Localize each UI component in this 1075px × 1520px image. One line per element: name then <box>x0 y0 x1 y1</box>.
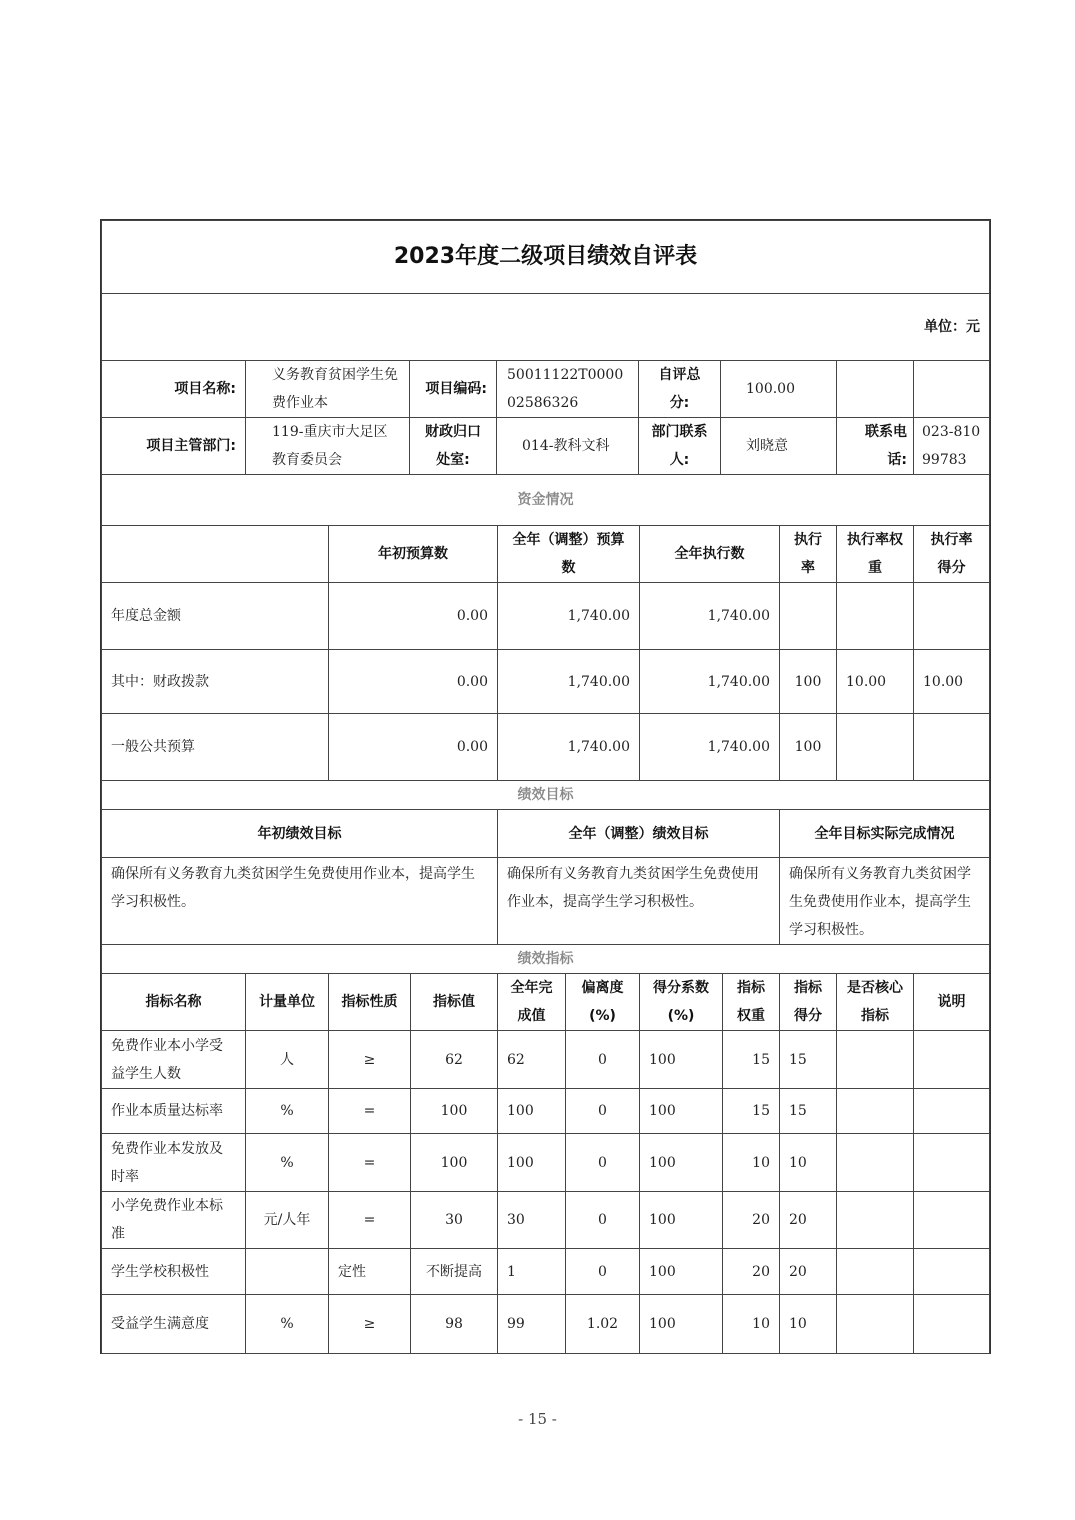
ind-row-score: 15 <box>779 1030 837 1089</box>
ind-row-target: 30 <box>410 1191 498 1249</box>
funds-row-executed: 1,740.00 <box>639 713 780 781</box>
ind-row-target: 100 <box>410 1133 498 1192</box>
funds-row-executed: 1,740.00 <box>639 649 780 714</box>
ind-header-score: 指标得分 <box>779 973 837 1031</box>
ind-row-deviation: 0 <box>565 1030 640 1089</box>
phone-value: 023-81099783 <box>913 417 990 475</box>
ind-row-target: 不断提高 <box>410 1248 498 1295</box>
ind-row-coef: 100 <box>639 1248 723 1295</box>
contact-value: 刘晓意 <box>720 417 837 475</box>
dept-label: 项目主管部门: <box>101 417 246 475</box>
funds-section-title: 资金情况 <box>101 474 990 526</box>
ind-row-weight: 10 <box>722 1294 780 1354</box>
form-title: 2023年度二级项目绩效自评表 <box>101 220 990 294</box>
funds-row-weight <box>836 582 914 650</box>
goals-header-actual: 全年目标实际完成情况 <box>779 809 990 858</box>
ind-row-coef: 100 <box>639 1191 723 1249</box>
empty-cell <box>913 360 990 418</box>
contact-label: 部门联系人: <box>638 417 721 475</box>
funds-header-score: 执行率得分 <box>913 525 990 583</box>
ind-row-deviation: 0 <box>565 1088 640 1134</box>
ind-row-note <box>913 1191 990 1249</box>
funds-row-name: 其中：财政拨款 <box>101 649 329 714</box>
project-name-label: 项目名称: <box>101 360 246 418</box>
ind-row-name: 受益学生满意度 <box>101 1294 246 1354</box>
ind-row-score: 10 <box>779 1133 837 1192</box>
ind-row-unit: 人 <box>245 1030 329 1089</box>
ind-row-unit: % <box>245 1294 329 1354</box>
project-name-value: 义务教育贫困学生免费作业本 <box>245 360 410 418</box>
evaluation-form <box>100 219 991 1354</box>
ind-row-note <box>913 1294 990 1354</box>
ind-row-coef: 100 <box>639 1133 723 1192</box>
funds-row-score: 10.00 <box>913 649 990 714</box>
indicators-section-title: 绩效指标 <box>101 944 990 974</box>
ind-row-name: 免费作业本小学受益学生人数 <box>101 1030 246 1089</box>
project-code-label: 项目编码: <box>409 360 497 418</box>
funds-row-initial: 0.00 <box>328 582 498 650</box>
funds-row-name: 一般公共预算 <box>101 713 329 781</box>
dept-value: 119-重庆市大足区教育委员会 <box>245 417 410 475</box>
ind-row-weight: 10 <box>722 1133 780 1192</box>
goals-actual-text: 确保所有义务教育九类贫困学生免费使用作业本，提高学生学习积极性。 <box>779 857 990 945</box>
ind-row-actual: 1 <box>497 1248 566 1295</box>
ind-row-deviation: 0 <box>565 1248 640 1295</box>
ind-row-unit: 元/人年 <box>245 1191 329 1249</box>
ind-row-actual: 100 <box>497 1133 566 1192</box>
funds-header-weight: 执行率权重 <box>836 525 914 583</box>
ind-row-score: 15 <box>779 1088 837 1134</box>
ind-header-coef: 得分系数(%) <box>639 973 723 1031</box>
finance-office-label: 财政归口处室: <box>409 417 497 475</box>
funds-header-adjusted: 全年（调整）预算数 <box>497 525 640 583</box>
goals-initial-text: 确保所有义务教育九类贫困学生免费使用作业本，提高学生学习积极性。 <box>101 857 498 945</box>
ind-header-unit: 计量单位 <box>245 973 329 1031</box>
ind-row-note <box>913 1030 990 1089</box>
ind-row-coef: 100 <box>639 1294 723 1354</box>
ind-row-core <box>836 1248 914 1295</box>
ind-row-nature: ≥ <box>328 1294 411 1354</box>
ind-row-nature: = <box>328 1191 411 1249</box>
ind-row-core <box>836 1030 914 1089</box>
funds-row-score <box>913 582 990 650</box>
ind-row-name: 小学免费作业本标准 <box>101 1191 246 1249</box>
ind-row-target: 62 <box>410 1030 498 1089</box>
ind-row-actual: 30 <box>497 1191 566 1249</box>
ind-row-weight: 20 <box>722 1191 780 1249</box>
page-number: - 15 - <box>518 1410 557 1428</box>
project-code-value: 50011122T000002586326 <box>496 360 639 418</box>
unit-label: 单位：元 <box>101 293 990 361</box>
ind-row-score: 20 <box>779 1191 837 1249</box>
goals-header-initial: 年初绩效目标 <box>101 809 498 858</box>
ind-row-note <box>913 1133 990 1192</box>
ind-row-weight: 15 <box>722 1030 780 1089</box>
funds-row-weight: 10.00 <box>836 649 914 714</box>
funds-header-initial: 年初预算数 <box>328 525 498 583</box>
goals-adjusted-text: 确保所有义务教育九类贫困学生免费使用作业本，提高学生学习积极性。 <box>497 857 780 945</box>
funds-row-initial: 0.00 <box>328 649 498 714</box>
ind-header-weight: 指标权重 <box>722 973 780 1031</box>
ind-row-weight: 15 <box>722 1088 780 1134</box>
ind-row-name: 学生学校积极性 <box>101 1248 246 1295</box>
phone-label: 联系电话: <box>836 417 914 475</box>
ind-header-core: 是否核心指标 <box>836 973 914 1031</box>
ind-row-actual: 62 <box>497 1030 566 1089</box>
ind-row-unit <box>245 1248 329 1295</box>
self-score-label: 自评总分: <box>638 360 721 418</box>
ind-row-unit: % <box>245 1133 329 1192</box>
funds-header-executed: 全年执行数 <box>639 525 780 583</box>
ind-row-unit: % <box>245 1088 329 1134</box>
goals-header-adjusted: 全年（调整）绩效目标 <box>497 809 780 858</box>
ind-row-actual: 99 <box>497 1294 566 1354</box>
ind-row-nature: 定性 <box>328 1248 411 1295</box>
ind-row-score: 20 <box>779 1248 837 1295</box>
ind-row-actual: 100 <box>497 1088 566 1134</box>
funds-row-initial: 0.00 <box>328 713 498 781</box>
ind-row-note <box>913 1088 990 1134</box>
ind-header-deviation: 偏离度(%) <box>565 973 640 1031</box>
ind-header-note: 说明 <box>913 973 990 1031</box>
ind-row-deviation: 0 <box>565 1191 640 1249</box>
ind-row-deviation: 0 <box>565 1133 640 1192</box>
funds-row-executed: 1,740.00 <box>639 582 780 650</box>
finance-office-value: 014-教科文科 <box>496 417 639 475</box>
funds-row-weight <box>836 713 914 781</box>
funds-header-blank <box>101 525 329 583</box>
ind-row-weight: 20 <box>722 1248 780 1295</box>
funds-row-rate: 100 <box>779 649 837 714</box>
ind-row-target: 100 <box>410 1088 498 1134</box>
ind-row-nature: ≥ <box>328 1030 411 1089</box>
ind-row-core <box>836 1088 914 1134</box>
ind-row-score: 10 <box>779 1294 837 1354</box>
ind-header-name: 指标名称 <box>101 973 246 1031</box>
ind-row-coef: 100 <box>639 1088 723 1134</box>
ind-header-nature: 指标性质 <box>328 973 411 1031</box>
funds-row-score <box>913 713 990 781</box>
funds-row-adjusted: 1,740.00 <box>497 582 640 650</box>
funds-row-adjusted: 1,740.00 <box>497 649 640 714</box>
funds-row-rate: 100 <box>779 713 837 781</box>
ind-row-coef: 100 <box>639 1030 723 1089</box>
empty-cell <box>836 360 914 418</box>
funds-header-rate: 执行率 <box>779 525 837 583</box>
goals-section-title: 绩效目标 <box>101 780 990 810</box>
ind-row-core <box>836 1191 914 1249</box>
ind-header-target: 指标值 <box>410 973 498 1031</box>
funds-row-adjusted: 1,740.00 <box>497 713 640 781</box>
funds-row-rate <box>779 582 837 650</box>
ind-row-core <box>836 1294 914 1354</box>
ind-row-nature: = <box>328 1088 411 1134</box>
ind-row-name: 免费作业本发放及时率 <box>101 1133 246 1192</box>
ind-row-core <box>836 1133 914 1192</box>
ind-row-name: 作业本质量达标率 <box>101 1088 246 1134</box>
ind-row-target: 98 <box>410 1294 498 1354</box>
self-score-value: 100.00 <box>720 360 837 418</box>
funds-row-name: 年度总金额 <box>101 582 329 650</box>
ind-row-deviation: 1.02 <box>565 1294 640 1354</box>
ind-header-actual: 全年完成值 <box>497 973 566 1031</box>
ind-row-note <box>913 1248 990 1295</box>
ind-row-nature: = <box>328 1133 411 1192</box>
